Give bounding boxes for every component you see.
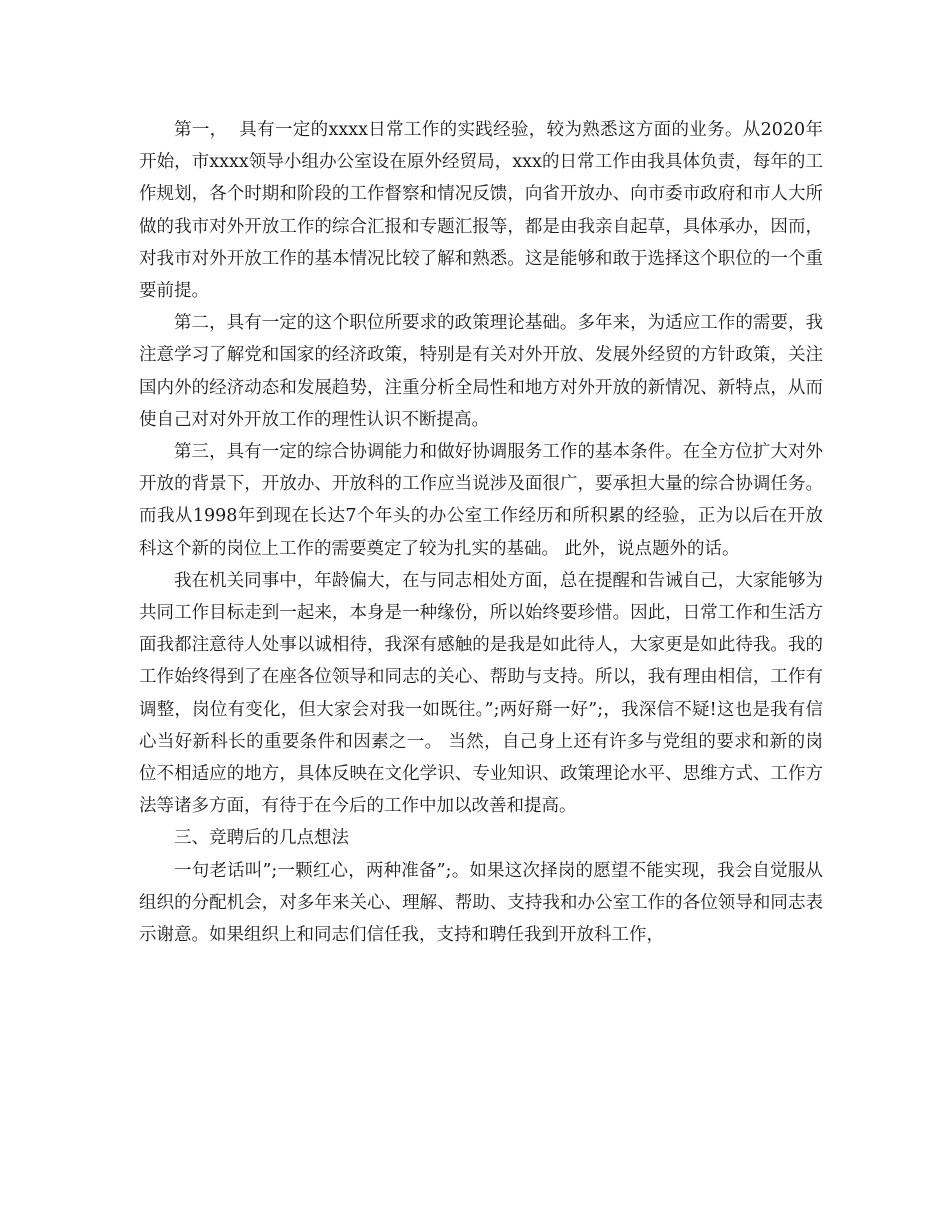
document-body bbox=[139, 114, 823, 951]
paragraph-first-qualification: 第一， 具有一定的xxxx日常工作的实践经验，较为熟悉这方面的业务。从2020年开始，市xxxx领导小组办公室设在原外经贸局，xxx的日常工作由我具体负责，每年的工作规划，各个时期和阶段的工作督察和情况反馈，向省开放办、向市委市政府和市人大所做的我市对外开放工作的综合汇报和专题汇报等，都是由我亲自起草，具体承办，因而，对我市对外开放工作的基本情况比较了解和熟悉。这是能够和敢于选择这个职位的一个重要前提。 bbox=[139, 120, 823, 302]
section-heading-thoughts: 三、竞聘后的几点想法 bbox=[174, 828, 349, 849]
paragraph-colleagues: 我在机关同事中，年龄偏大，在与同志相处方面，总在提醒和告诫自己，大家能够为共同工作目标走到一起来，本身是一种缘份，所以始终要珍惜。因此，日常工作和生活方面我都注意待人处事以诚相待，我深有感触的是我是如此待人，大家更是如此待我。我的工作始终得到了在座各位领导和同志的关心、帮助与支持。所以，我有理由相信，工作有调整，岗位有变化，但大家会对我一如既往。”;两好搿一好”;，我深信不疑!这也是我有信心当好新科长的重要条件和因素之一。 当然，自己身上还有许多与党组的要求和新的岗位不相适应的地方，具体反映在文化学识、专业知识、政策理论水平、思维方式、工作方法等诸多方面，有待于在今后的工作中加以改善和提高。 bbox=[139, 570, 823, 817]
paragraph-old-saying: 一句老话叫”;一颗红心，两种准备”;。如果这次择岗的愿望不能实现，我会自觉服从组织的分配机会，对多年来关心、理解、帮助、支持我和办公室工作的各位领导和同志表示谢意。如果组织上和同志们信任我，支持和聘任我到开放科工作， bbox=[139, 860, 823, 946]
paragraph-third-qualification: 第三，具有一定的综合协调能力和做好协调服务工作的基本条件。在全方位扩大对外开放的背景下，开放办、开放科的工作应当说涉及面很广，要承担大量的综合协调任务。而我从1998年到现在长达7个年头的办公室工作经历和所积累的经验，正为以后在开放科这个新的岗位上工作的需要奠定了较为扎实的基础。 此外，说点题外的话。 bbox=[139, 442, 823, 559]
paragraph-second-qualification: 第二，具有一定的这个职位所要求的政策理论基础。多年来，为适应工作的需要，我注意学习了解党和国家的经济政策，特别是有关对外开放、发展外经贸的方针政策，关注国内外的经济动态和发展趋势，注重分析全局性和地方对外开放的新情况、新特点，从而使自己对对外开放工作的理性认识不断提高。 bbox=[139, 313, 823, 430]
